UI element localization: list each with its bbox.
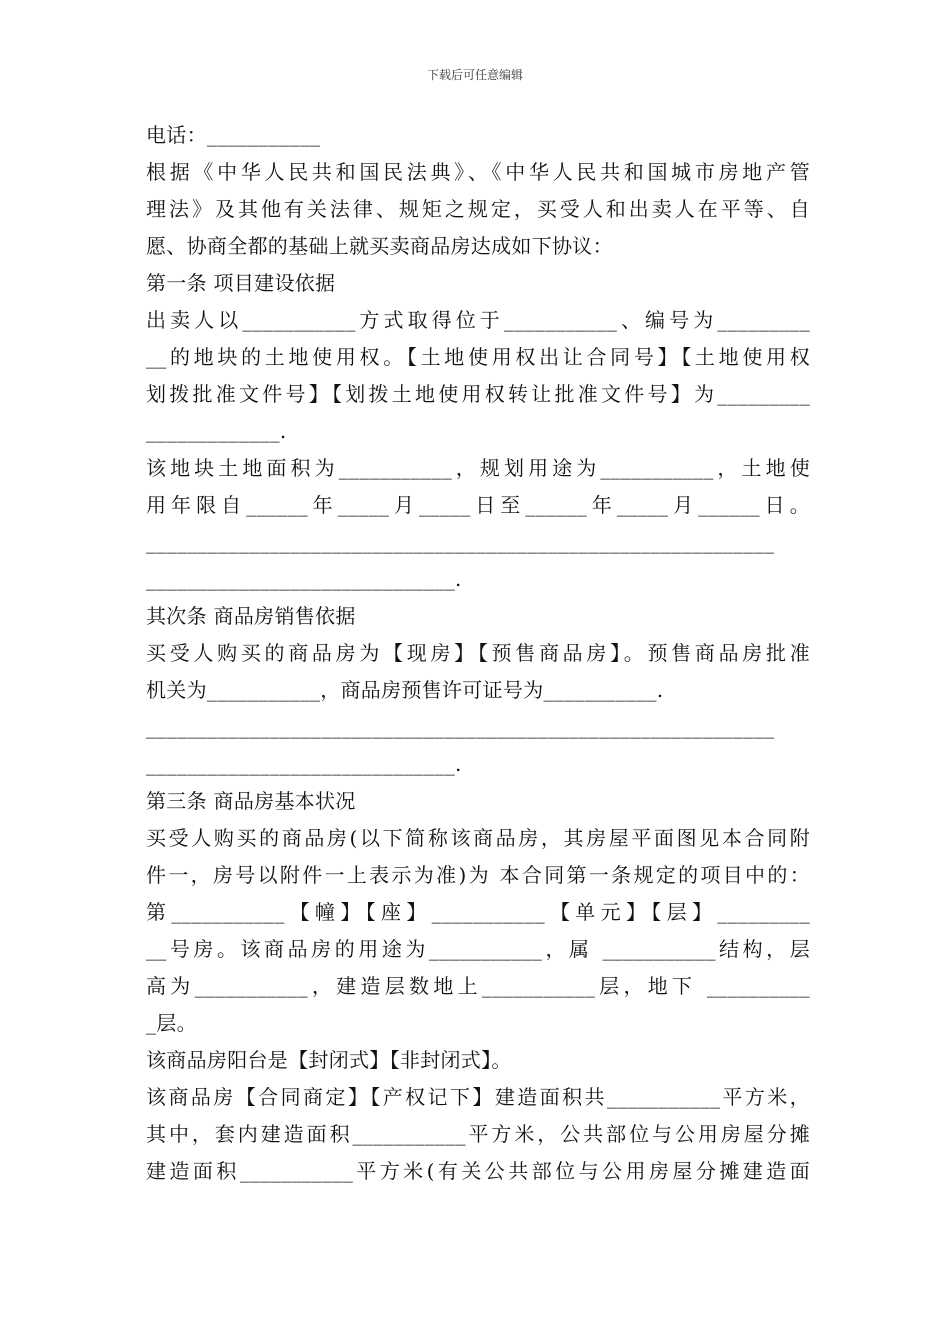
- paragraph-line: 第___________【幢】【座】___________【单元】【层】_________: [146, 900, 810, 924]
- paragraph-line: __号房。该商品房的用途为___________，属 ___________结构，层: [146, 937, 810, 961]
- blank-line: ______________________________.: [146, 752, 462, 776]
- paragraph-line: 其中，套内建造面积___________平方米，公共部位与公用房屋分摊: [146, 1122, 810, 1146]
- article-heading: 第三条 商品房基本状况: [146, 789, 356, 813]
- blank-line: _____________________________________________________________: [146, 715, 775, 739]
- paragraph-line: 高为___________，建造层数地上___________层，地下 __________: [146, 974, 810, 998]
- paragraph-line: 根据《中华人民共和国民法典》、《中华人民共和国城市房地产管: [146, 160, 810, 184]
- document-body: [146, 117, 810, 1190]
- paragraph-line: _____________.: [146, 419, 287, 443]
- blank-line: _____________________________________________________________: [146, 530, 775, 554]
- paragraph-line: 该地块土地面积为___________，规划用途为___________，土地使: [146, 456, 810, 480]
- paragraph-line: 该商品房【合同商定】【产权记下】建造面积共___________平方米，: [146, 1085, 810, 1109]
- paragraph-line: 该商品房阳台是【封闭式】【非封闭式】。: [146, 1048, 512, 1072]
- paragraph-line: 出卖人以___________方式取得位于___________、编号为_________: [146, 308, 810, 332]
- paragraph-line: 机关为___________，商品房预售许可证号为___________.: [146, 678, 664, 702]
- paragraph-line: 买受人购买的商品房为【现房】【预售商品房】。预售商品房批准: [146, 641, 810, 665]
- paragraph-line: 件一，房号以附件一上表示为准)为 本合同第一条规定的项目中的：: [146, 863, 810, 887]
- page-header: 下载后可任意编辑: [426, 68, 523, 82]
- phone-line: 电话：___________: [146, 123, 321, 147]
- paragraph-line: 建造面积___________平方米(有关公共部位与公用房屋分摊建造面: [146, 1159, 810, 1183]
- paragraph-line: __的地块的土地使用权。【土地使用权出让合同号】【土地使用权: [146, 345, 810, 369]
- paragraph-line: 买受人购买的商品房(以下简称该商品房，其房屋平面图见本合同附: [146, 826, 810, 850]
- blank-line: ______________________________.: [146, 567, 462, 591]
- paragraph-line: 愿、协商全都的基础上就买卖商品房达成如下协议：: [146, 234, 613, 258]
- paragraph-line: 划拨批准文件号】【划拨土地使用权转让批准文件号】为_________: [146, 382, 810, 406]
- paragraph-line: _层。: [146, 1011, 197, 1035]
- article-heading: 第一条 项目建设依据: [146, 271, 336, 295]
- article-heading: 其次条 商品房销售依据: [146, 604, 356, 628]
- paragraph-line: 用年限自______年_____月_____日至______年_____月______日。: [146, 493, 810, 517]
- paragraph-line: 理法》及其他有关法律、规矩之规定，买受人和出卖人在平等、自: [146, 197, 810, 221]
